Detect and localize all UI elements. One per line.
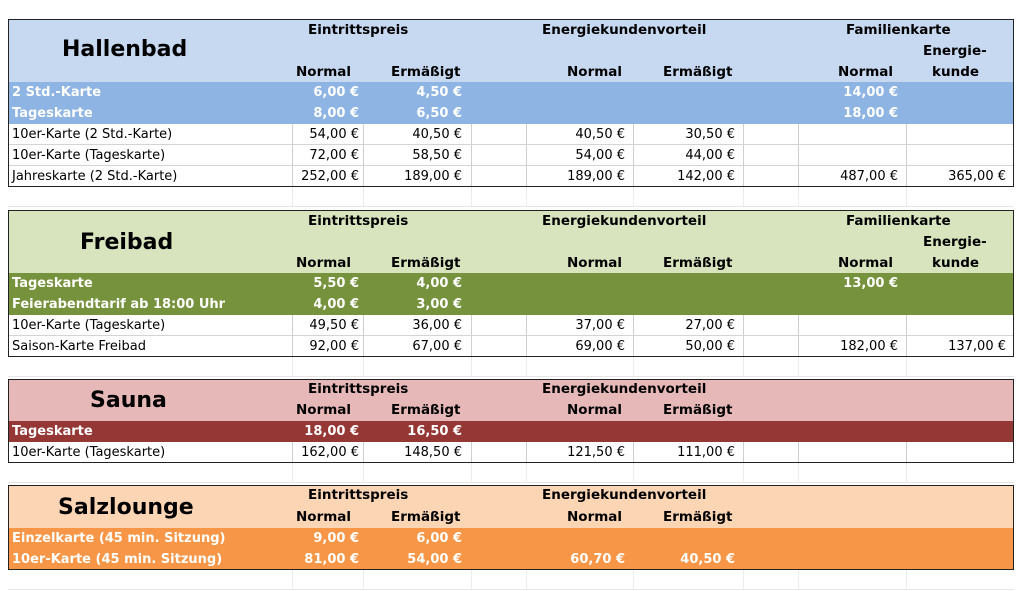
salzlounge-title: Salzlounge: [58, 495, 194, 520]
spacer-row: [8, 357, 1014, 378]
fam-normal-header: Normal: [838, 255, 894, 271]
price-ek-normal: 69,00 €: [575, 339, 625, 354]
price-ermaessigt: 54,00 €: [407, 552, 462, 567]
familie-header: Familienkarte: [846, 213, 951, 229]
price-normal: 49,50 €: [309, 318, 359, 333]
eintritt-header: Eintrittspreis: [308, 22, 409, 38]
row-label: 2 Std.-Karte: [12, 85, 102, 100]
ek-ermaessigt-header: Ermäßigt: [663, 402, 733, 418]
price-ek-ermaessigt: 50,00 €: [685, 339, 735, 354]
hallenbad-section: [8, 19, 1014, 188]
ek-normal-header: Normal: [567, 402, 623, 418]
normal-header: Normal: [296, 255, 352, 271]
eintritt-header: Eintrittspreis: [308, 213, 409, 229]
price-normal: 8,00 €: [313, 106, 359, 121]
price-ermaessigt: 6,00 €: [416, 531, 462, 546]
freibad-title: Freibad: [80, 230, 174, 255]
price-ek-ermaessigt: 30,50 €: [685, 127, 735, 142]
section-border: [8, 379, 1014, 463]
spacer-row: [8, 187, 1014, 208]
section-border: [8, 19, 1014, 187]
energie-header: Energiekundenvorteil: [542, 381, 707, 397]
ek-ermaessigt-header: Ermäßigt: [663, 255, 733, 271]
price-normal: 162,00 €: [301, 445, 359, 460]
hallenbad-title: Hallenbad: [62, 37, 188, 62]
price-normal: 9,00 €: [313, 531, 359, 546]
ek-normal-header: Normal: [567, 509, 623, 525]
price-fam-normal: 13,00 €: [843, 276, 898, 291]
ek-ermaessigt-header: Ermäßigt: [663, 64, 733, 80]
salzlounge-section: [8, 485, 1014, 570]
ermaessigt-header: Ermäßigt: [391, 255, 461, 271]
ek-normal-header: Normal: [567, 64, 623, 80]
price-ermaessigt: 36,00 €: [412, 318, 462, 333]
price-ermaessigt: 40,50 €: [412, 127, 462, 142]
price-ek-normal: 40,50 €: [575, 127, 625, 142]
price-ek-normal: 54,00 €: [575, 148, 625, 163]
price-ermaessigt: 4,00 €: [416, 276, 462, 291]
energiekunde-header-line2: kunde: [932, 64, 980, 80]
price-fam-normal: 182,00 €: [840, 339, 898, 354]
normal-header: Normal: [296, 64, 352, 80]
price-normal: 72,00 €: [309, 148, 359, 163]
price-ermaessigt: 16,50 €: [407, 424, 462, 439]
section-border: [8, 210, 1014, 357]
row-label: Tageskarte: [12, 106, 93, 121]
price-ek-normal: 37,00 €: [575, 318, 625, 333]
eintritt-header: Eintrittspreis: [308, 487, 409, 503]
ek-ermaessigt-header: Ermäßigt: [663, 509, 733, 525]
price-fam-ek: 365,00 €: [948, 169, 1006, 184]
price-ek-ermaessigt: 40,50 €: [680, 552, 735, 567]
row-label: 10er-Karte (Tageskarte): [12, 318, 166, 333]
price-normal: 4,00 €: [313, 297, 359, 312]
energiekunde-header-line1: Energie-: [923, 43, 987, 59]
sauna-title: Sauna: [90, 388, 167, 413]
eintritt-header: Eintrittspreis: [308, 381, 409, 397]
price-ek-normal: 60,70 €: [570, 552, 625, 567]
price-normal: 92,00 €: [309, 339, 359, 354]
familie-header: Familienkarte: [846, 22, 951, 38]
price-normal: 252,00 €: [301, 169, 359, 184]
price-normal: 54,00 €: [309, 127, 359, 142]
row-label: Jahreskarte (2 Std.-Karte): [12, 169, 178, 184]
price-ermaessigt: 148,50 €: [404, 445, 462, 460]
energiekunde-header-line2: kunde: [932, 255, 980, 271]
fam-normal-header: Normal: [838, 64, 894, 80]
normal-header: Normal: [296, 402, 352, 418]
price-ek-ermaessigt: 27,00 €: [685, 318, 735, 333]
section-border: [8, 485, 1014, 570]
price-ek-normal: 121,50 €: [567, 445, 625, 460]
row-label: Saison-Karte Freibad: [12, 339, 146, 354]
spacer-row: [8, 463, 1014, 484]
price-ermaessigt: 189,00 €: [404, 169, 462, 184]
price-ek-normal: 189,00 €: [567, 169, 625, 184]
price-ermaessigt: 3,00 €: [416, 297, 462, 312]
price-normal: 81,00 €: [304, 552, 359, 567]
price-fam-normal: 18,00 €: [843, 106, 898, 121]
price-ek-ermaessigt: 142,00 €: [677, 169, 735, 184]
normal-header: Normal: [296, 509, 352, 525]
price-ermaessigt: 6,50 €: [416, 106, 462, 121]
energiekunde-header-line1: Energie-: [923, 234, 987, 250]
row-label: Tageskarte: [12, 276, 93, 291]
price-fam-ek: 137,00 €: [948, 339, 1006, 354]
price-fam-normal: 487,00 €: [840, 169, 898, 184]
price-ermaessigt: 67,00 €: [412, 339, 462, 354]
price-normal: 6,00 €: [313, 85, 359, 100]
energie-header: Energiekundenvorteil: [542, 213, 707, 229]
energie-header: Energiekundenvorteil: [542, 22, 707, 38]
price-normal: 5,50 €: [313, 276, 359, 291]
row-label: 10er-Karte (Tageskarte): [12, 445, 166, 460]
price-ermaessigt: 58,50 €: [412, 148, 462, 163]
sauna-section: [8, 379, 1014, 463]
energie-header: Energiekundenvorteil: [542, 487, 707, 503]
row-label: Feierabendtarif ab 18:00 Uhr: [12, 297, 226, 312]
row-label: Einzelkarte (45 min. Sitzung): [12, 531, 226, 546]
freibad-section: [8, 210, 1014, 358]
price-ermaessigt: 4,50 €: [416, 85, 462, 100]
ermaessigt-header: Ermäßigt: [391, 402, 461, 418]
price-ek-ermaessigt: 111,00 €: [677, 445, 735, 460]
ermaessigt-header: Ermäßigt: [391, 64, 461, 80]
row-label: Tageskarte: [12, 424, 93, 439]
row-label: 10er-Karte (2 Std.-Karte): [12, 127, 173, 142]
price-normal: 18,00 €: [304, 424, 359, 439]
price-fam-normal: 14,00 €: [843, 85, 898, 100]
row-label: 10er-Karte (45 min. Sitzung): [12, 552, 223, 567]
ermaessigt-header: Ermäßigt: [391, 509, 461, 525]
ek-normal-header: Normal: [567, 255, 623, 271]
price-ek-ermaessigt: 44,00 €: [685, 148, 735, 163]
row-label: 10er-Karte (Tageskarte): [12, 148, 166, 163]
spacer-row: [8, 570, 1014, 591]
